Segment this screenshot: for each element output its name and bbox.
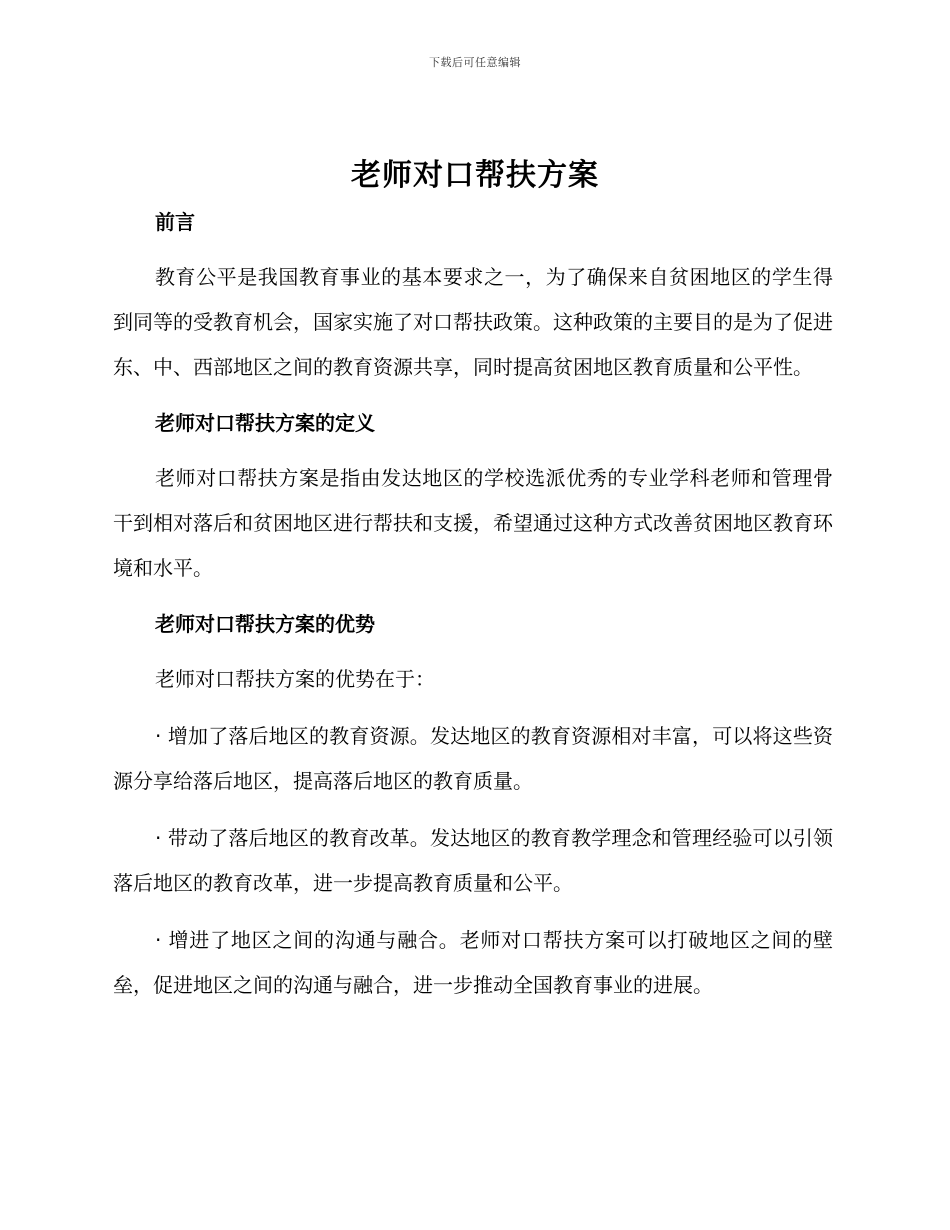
document-body (113, 203, 833, 1008)
section-heading-definition: 老师对口帮扶方案的定义 (155, 411, 375, 435)
header-note: 下载后可任意编辑 (429, 56, 521, 69)
paragraph-preface: 教育公平是我国教育事业的基本要求之一，为了确保来自贫困地区的学生得到同等的受教育机会，国家实施了对口帮扶政策。这种政策的主要目的是为了促进东、中、西部地区之间的教育资源共享，同时提高贫困地区教育质量和公平性。 (113, 265, 833, 379)
list-item-advantage-resources: · 增加了落后地区的教育资源。发达地区的教育资源相对丰富，可以将这些资源分享给落后地区，提高落后地区的教育质量。 (113, 724, 833, 793)
section-heading-advantages: 老师对口帮扶方案的优势 (155, 612, 375, 636)
paragraph-definition: 老师对口帮扶方案是指由发达地区的学校选派优秀的专业学科老师和管理骨干到相对落后和贫困地区进行帮扶和支援，希望通过这种方式改善贫困地区教育环境和水平。 (113, 466, 833, 580)
document-title: 老师对口帮扶方案 (351, 158, 599, 193)
list-item-advantage-reform: · 带动了落后地区的教育改革。发达地区的教育教学理念和管理经验可以引领落后地区的教育改革，进一步提高教育质量和公平。 (113, 826, 833, 895)
list-item-advantage-communication: · 增进了地区之间的沟通与融合。老师对口帮扶方案可以打破地区之间的壁垒，促进地区之间的沟通与融合，进一步推动全国教育事业的进展。 (113, 928, 833, 997)
paragraph-advantages-intro: 老师对口帮扶方案的优势在于： (155, 667, 435, 691)
section-heading-preface: 前言 (155, 210, 195, 234)
